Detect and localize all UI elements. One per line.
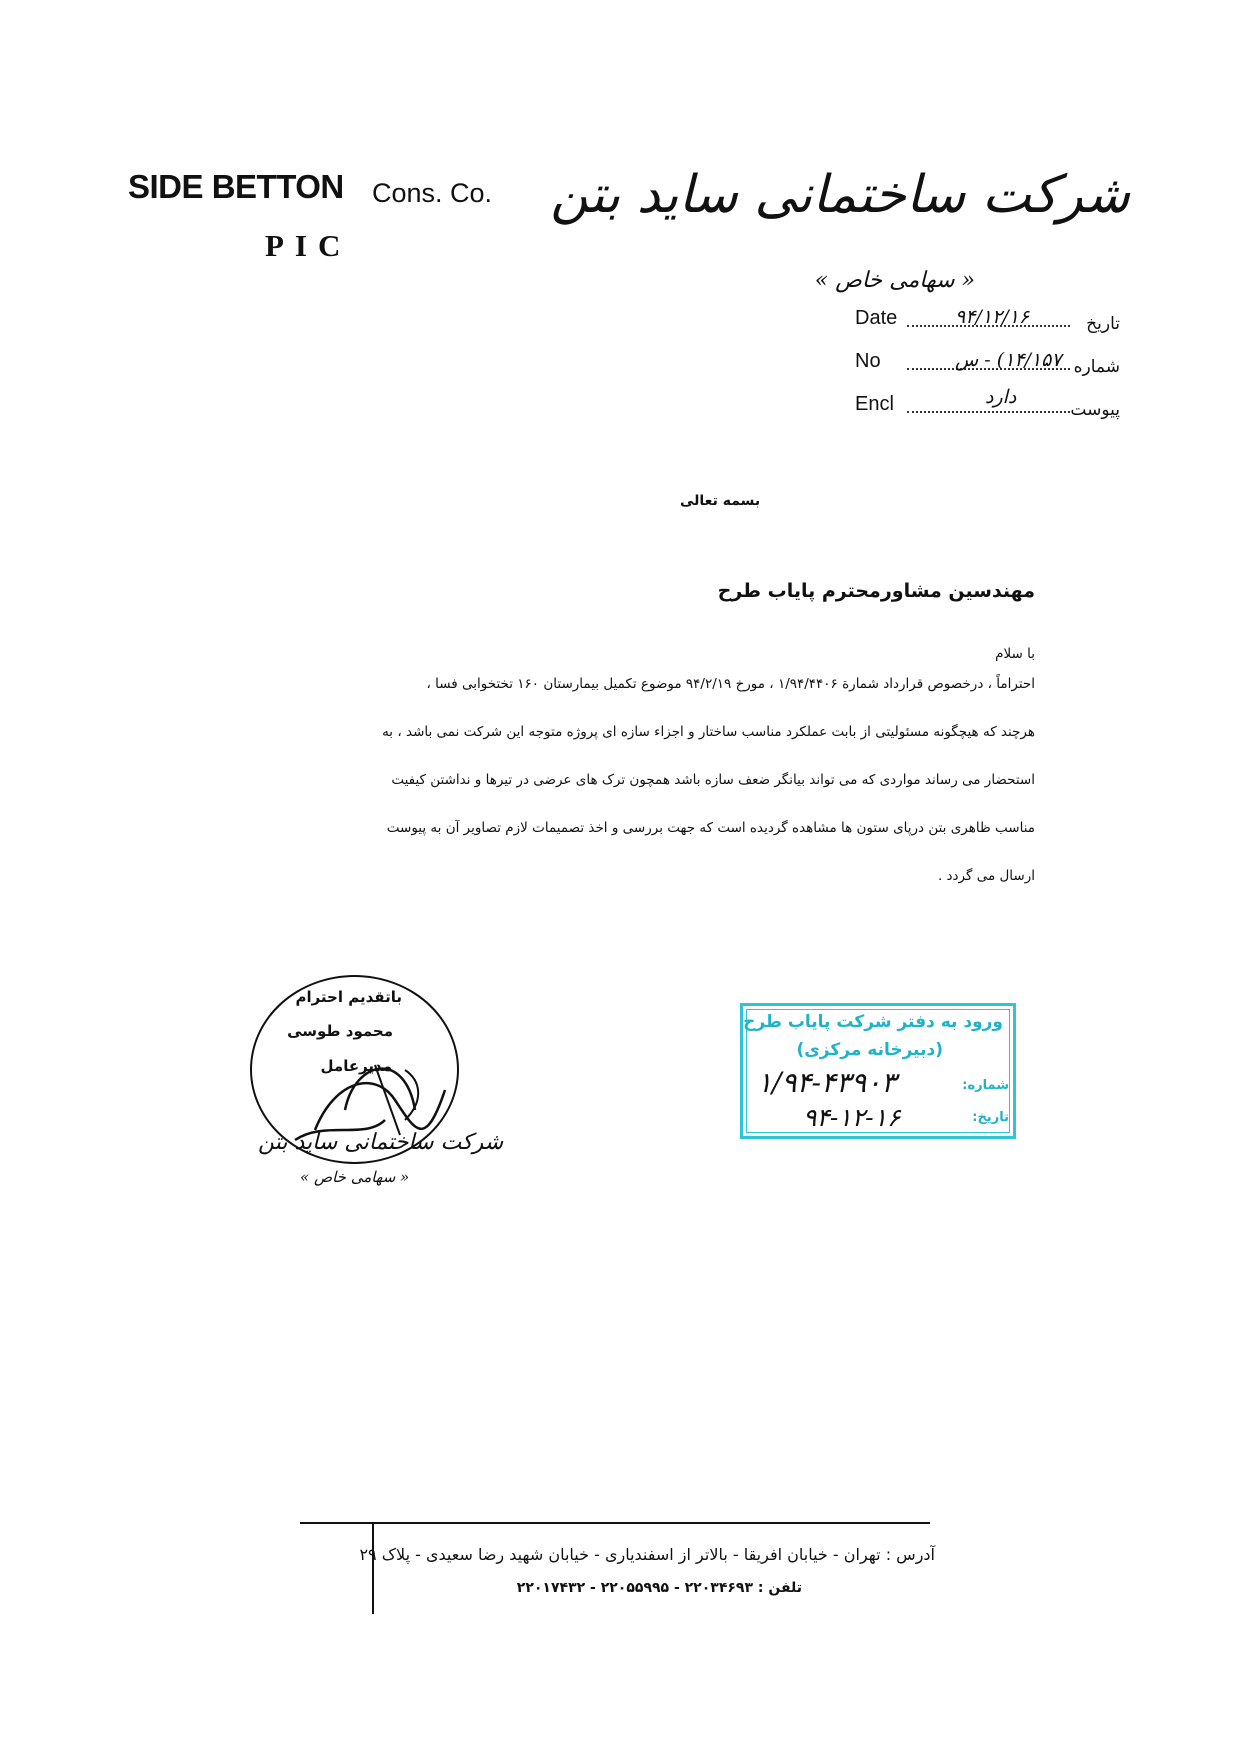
- stamp-title: ورود به دفتر شرکت پایاب طرح: [743, 1012, 1003, 1032]
- number-value: ۱۴/۱۵۷) - س: [955, 349, 1062, 371]
- body-line: ارسال می گردد .: [937, 868, 1035, 884]
- seal-company-type: « سهامی خاص »: [300, 1168, 410, 1186]
- letter-body: [235, 646, 1035, 916]
- footer-vertical-rule: [372, 1524, 374, 1614]
- stamp-date-label: تاریخ:: [972, 1110, 1009, 1125]
- date-label-fa: تاریخ: [1086, 314, 1120, 334]
- footer-address: آدرس : تهران - خیابان افریقا - بالاتر از اسفندیاری - خیابان شهید رضا سعیدی - پلاک ۲۹: [359, 1545, 935, 1564]
- received-stamp: [740, 1003, 1016, 1139]
- number-row: [855, 347, 1120, 377]
- encl-label-fa: پیوست: [1070, 400, 1120, 420]
- recipient: مهندسین مشاورمحترم پایاب طرح: [717, 580, 1035, 602]
- company-type-fa: « سهامی خاص »: [814, 268, 975, 293]
- number-label-fa: شماره: [1073, 357, 1120, 377]
- body-line: احتراماً ، درخصوص قرارداد شمارة ۱/۹۴/۴۴۰۶ ، مورخ ۹۴/۲/۱۹ موضوع تکمیل بیمارستان ۱۶۰ تختخوابی فسا ،: [426, 676, 1035, 692]
- number-label-en: No: [855, 350, 881, 372]
- signer-name: محمود طوسی: [287, 1022, 393, 1040]
- body-line: استحضار می رساند مواردی که می تواند بیانگر ضعف سازه باشد همچون ترک های عرضی در تیرها و نداشتن کیفیت: [391, 772, 1035, 788]
- encl-label-en: Encl: [855, 393, 894, 415]
- signer-title: مدیرعامل: [320, 1057, 392, 1075]
- date-label-en: Date: [855, 307, 898, 329]
- greeting: با سلام: [995, 646, 1035, 662]
- seal-company-name: شرکت ساختمانی ساید بتن: [258, 1130, 504, 1155]
- stamp-number-label: شماره:: [962, 1078, 1009, 1093]
- closing: باتقدیم احترام: [295, 988, 402, 1006]
- body-line: هرچند که هیچگونه مسئولیتی از بابت عملکرد مناسب ساختار و اجزاء سازه ای پروژه متوجه این شرکت نمی باشد ، به: [382, 724, 1035, 740]
- stamp-date-value: ۹۴-۱۲-۱۶: [803, 1103, 901, 1132]
- pic-label: PIC: [265, 228, 352, 263]
- footer-rule: [300, 1522, 930, 1524]
- date-row: [855, 304, 1120, 334]
- date-value: ۹۴/۱۲/۱۶: [955, 306, 1030, 328]
- bismillah: بسمه تعالی: [680, 493, 761, 509]
- enclosure-row: [855, 386, 1120, 420]
- stamp-subtitle: (دبیرخانه مرکزی): [796, 1040, 943, 1060]
- company-name-en: SIDE BETTON: [128, 168, 344, 205]
- company-name-fa: شرکت ساختمانی ساید بتن: [550, 165, 1130, 225]
- company-suffix-en: Cons. Co.: [372, 178, 493, 208]
- body-line: مناسب ظاهری بتن درپای ستون ها مشاهده گردیده است که جهت بررسی و اخذ تصمیمات لازم تصاویر آن به پیوست: [386, 820, 1035, 836]
- encl-dotted-line: [907, 411, 1070, 413]
- footer-phone: تلفن : ۲۲۰۳۴۶۹۳ - ۲۲۰۵۵۹۹۵ - ۲۲۰۱۷۴۳۲: [516, 1580, 802, 1596]
- stamp-number-value: ۱/۹۴-۴۳۹۰۳: [757, 1066, 897, 1099]
- encl-value: دارد: [985, 386, 1017, 408]
